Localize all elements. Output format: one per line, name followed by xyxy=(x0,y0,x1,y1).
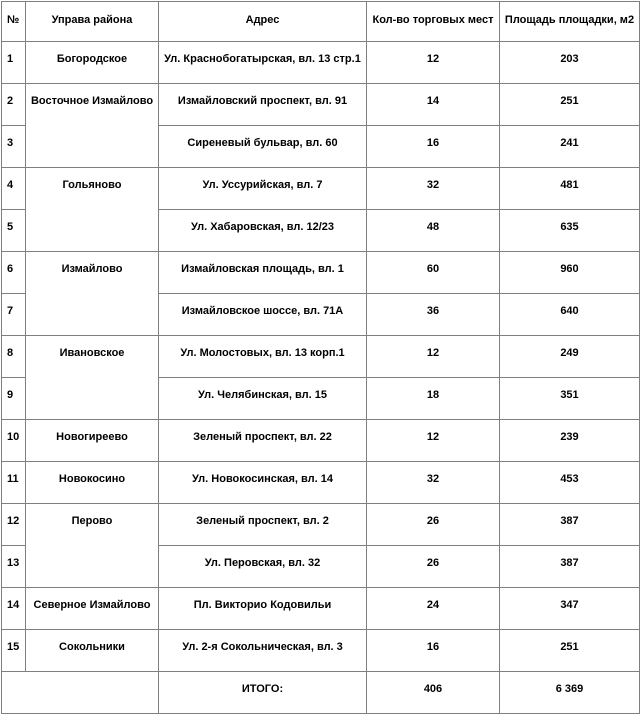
table-row xyxy=(2,630,640,672)
total-label-cell xyxy=(2,672,159,714)
header-address: Адрес xyxy=(159,2,367,42)
cell-address: Пл. Викторио Кодовильи xyxy=(159,588,367,630)
cell-num: 9 xyxy=(2,378,26,420)
cell-area: 387 xyxy=(500,546,640,588)
table-row xyxy=(2,42,640,84)
cell-places: 60 xyxy=(367,252,500,294)
cell-address: Измайловская площадь, вл. 1 xyxy=(159,252,367,294)
cell-num: 11 xyxy=(2,462,26,504)
cell-area: 481 xyxy=(500,168,640,210)
total-places: 406 xyxy=(367,672,500,714)
cell-places: 32 xyxy=(367,168,500,210)
cell-address: Ул. Хабаровская, вл. 12/23 xyxy=(159,210,367,252)
cell-places: 12 xyxy=(367,420,500,462)
cell-area: 347 xyxy=(500,588,640,630)
cell-num: 14 xyxy=(2,588,26,630)
table-body xyxy=(2,42,640,672)
cell-num: 7 xyxy=(2,294,26,336)
markets-table xyxy=(1,1,640,714)
cell-num: 8 xyxy=(2,336,26,378)
cell-address: Ул. Краснобогатырская, вл. 13 стр.1 xyxy=(159,42,367,84)
cell-area: 960 xyxy=(500,252,640,294)
cell-num: 1 xyxy=(2,42,26,84)
table-row xyxy=(2,504,640,546)
cell-address: Измайловский проспект, вл. 91 xyxy=(159,84,367,126)
header-places: Кол-во торговых мест xyxy=(367,2,500,42)
cell-area: 387 xyxy=(500,504,640,546)
cell-district: Богородское xyxy=(26,42,159,84)
cell-area: 241 xyxy=(500,126,640,168)
header-row xyxy=(2,2,640,42)
cell-num: 10 xyxy=(2,420,26,462)
table-row xyxy=(2,168,640,210)
cell-area: 453 xyxy=(500,462,640,504)
cell-places: 18 xyxy=(367,378,500,420)
table-row xyxy=(2,84,640,126)
cell-places: 48 xyxy=(367,210,500,252)
table-row xyxy=(2,420,640,462)
table-row xyxy=(2,336,640,378)
cell-address: Ул. Новокосинская, вл. 14 xyxy=(159,462,367,504)
total-row xyxy=(2,672,640,714)
cell-places: 12 xyxy=(367,336,500,378)
table-row xyxy=(2,252,640,294)
cell-area: 640 xyxy=(500,294,640,336)
cell-places: 26 xyxy=(367,546,500,588)
cell-district: Гольяново xyxy=(26,168,159,252)
cell-places: 36 xyxy=(367,294,500,336)
cell-address: Зеленый проспект, вл. 22 xyxy=(159,420,367,462)
header-area: Площадь площадки, м2 xyxy=(500,2,640,42)
cell-num: 12 xyxy=(2,504,26,546)
cell-num: 6 xyxy=(2,252,26,294)
cell-num: 13 xyxy=(2,546,26,588)
total-label: ИТОГО: xyxy=(159,672,367,714)
cell-num: 5 xyxy=(2,210,26,252)
cell-area: 203 xyxy=(500,42,640,84)
cell-num: 15 xyxy=(2,630,26,672)
cell-places: 32 xyxy=(367,462,500,504)
cell-address: Ул. Молостовых, вл. 13 корп.1 xyxy=(159,336,367,378)
cell-district: Перово xyxy=(26,504,159,588)
cell-num: 4 xyxy=(2,168,26,210)
cell-places: 26 xyxy=(367,504,500,546)
cell-address: Измайловское шоссе, вл. 71А xyxy=(159,294,367,336)
cell-area: 351 xyxy=(500,378,640,420)
cell-district: Новогиреево xyxy=(26,420,159,462)
cell-places: 16 xyxy=(367,630,500,672)
cell-address: Ул. Уссурийская, вл. 7 xyxy=(159,168,367,210)
cell-address: Зеленый проспект, вл. 2 xyxy=(159,504,367,546)
cell-places: 16 xyxy=(367,126,500,168)
cell-area: 249 xyxy=(500,336,640,378)
header-num: № xyxy=(2,2,26,42)
cell-num: 2 xyxy=(2,84,26,126)
cell-district: Сокольники xyxy=(26,630,159,672)
table-row xyxy=(2,588,640,630)
cell-district: Восточное Измайлово xyxy=(26,84,159,168)
cell-places: 24 xyxy=(367,588,500,630)
table-row xyxy=(2,462,640,504)
cell-address: Сиреневый бульвар, вл. 60 xyxy=(159,126,367,168)
cell-num: 3 xyxy=(2,126,26,168)
cell-area: 251 xyxy=(500,84,640,126)
cell-places: 14 xyxy=(367,84,500,126)
cell-district: Новокосино xyxy=(26,462,159,504)
cell-places: 12 xyxy=(367,42,500,84)
cell-address: Ул. Челябинская, вл. 15 xyxy=(159,378,367,420)
cell-area: 635 xyxy=(500,210,640,252)
cell-area: 251 xyxy=(500,630,640,672)
total-area: 6 369 xyxy=(500,672,640,714)
cell-address: Ул. Перовская, вл. 32 xyxy=(159,546,367,588)
cell-area: 239 xyxy=(500,420,640,462)
cell-district: Ивановское xyxy=(26,336,159,420)
header-district: Управа района xyxy=(26,2,159,42)
cell-district: Измайлово xyxy=(26,252,159,336)
cell-district: Северное Измайлово xyxy=(26,588,159,630)
cell-address: Ул. 2-я Сокольническая, вл. 3 xyxy=(159,630,367,672)
